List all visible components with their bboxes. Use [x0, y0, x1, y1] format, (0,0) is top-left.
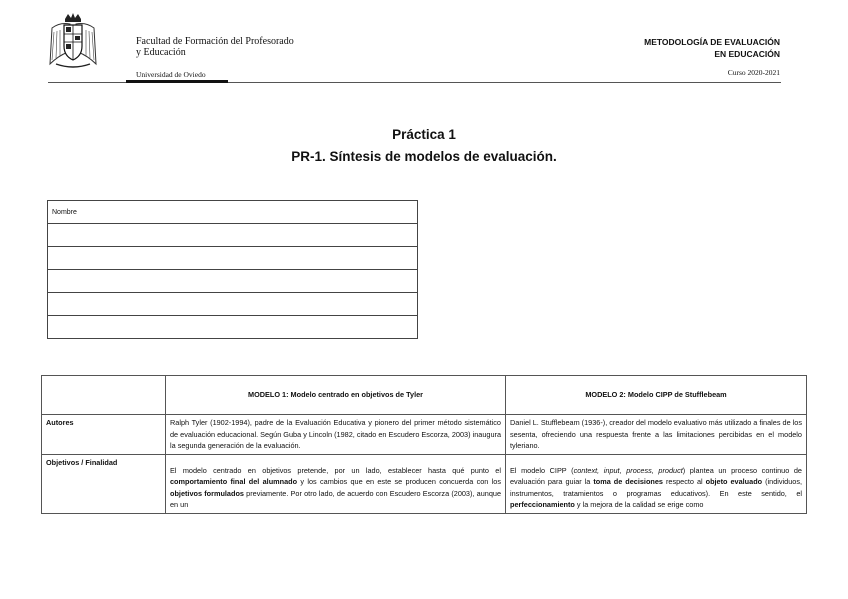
text-segment: y los cambios que en este se producen concuerda con los: [297, 477, 501, 486]
university-name: Universidad de Oviedo: [136, 70, 206, 79]
bold-segment: objetivos formulados: [170, 488, 244, 498]
table-row: [42, 454, 807, 513]
row-label-objetivos: Objetivos / Finalidad: [42, 454, 166, 513]
text-segment: respecto al: [662, 477, 706, 486]
practice-subtitle: PR-1. Síntesis de modelos de evaluación.: [291, 149, 557, 164]
row-label-autores: Autores: [42, 415, 166, 455]
faculty-name-line2: y Educación: [136, 47, 186, 58]
text-segment: y la mejora de la calidad se erige como: [574, 500, 704, 509]
bold-segment: comportamiento final del alumnado: [170, 477, 298, 486]
header-model-1: MODELO 1: Modelo centrado en objetivos de Tyler: [166, 376, 506, 415]
text-segment: previamente. Por otro lado, de acuerdo con Escudero Escorza (2003), aunque en un: [170, 488, 501, 509]
name-row-5[interactable]: [48, 316, 418, 339]
name-row-1[interactable]: [48, 224, 418, 247]
bold-segment: perfeccionamiento: [510, 500, 575, 509]
text-segment: El modelo centrado en objetivos pretende, por un lado, establecer hasta qué punto el: [170, 465, 501, 475]
university-underline: [126, 80, 228, 83]
practice-title: Práctica 1: [392, 127, 456, 142]
faculty-name-line1: Facultad de Formación del Profesorado: [136, 36, 294, 47]
text-segment: ) plantea un proceso continuo de evaluación para guiar la: [510, 465, 802, 486]
table-header-row: [42, 376, 807, 415]
models-comparison-table: [41, 375, 807, 514]
name-row-2[interactable]: [48, 247, 418, 270]
header-empty-cell: [42, 376, 166, 415]
bold-segment: toma de decisiones: [593, 477, 663, 486]
university-crest-logo: [48, 12, 98, 70]
header-model-2: MODELO 2: Modelo CIPP de Stufflebeam: [506, 376, 807, 415]
italic-segment: context, input, process, product: [573, 465, 683, 475]
name-row-4[interactable]: [48, 293, 418, 316]
name-row-3[interactable]: [48, 270, 418, 293]
text-segment: El modelo CIPP (: [510, 465, 574, 475]
cell-model2-objetivos: [506, 454, 807, 513]
name-label: Nombre: [48, 201, 418, 224]
name-table: [47, 200, 418, 339]
cell-model2-autores: Daniel L. Stufflebeam (1936-), creador del modelo evaluativo más utilizado a finales de los sesenta, ofreciendo una respuesta frente a las limitaciones percibidas en el modelo tyleriano.: [506, 415, 807, 455]
subject-title-line2: EN EDUCACIÓN: [714, 49, 780, 59]
text-segment: (individuos, instrumentos, tratamientos o programas educativos). En este sentido, el: [510, 477, 803, 498]
table-row: [42, 415, 807, 455]
cell-model1-objetivos: [166, 454, 506, 513]
bold-segment: objeto evaluado: [705, 477, 763, 486]
course-year: Curso 2020-2021: [727, 68, 780, 77]
subject-title-line1: METODOLOGÍA DE EVALUACIÓN: [644, 37, 780, 47]
cell-model1-autores: Ralph Tyler (1902-1994), padre de la Evaluación Educativa y pionero del primer método sistemático de evaluación educacional. Según Guba y Lincoln (1982, citado en Escudero Escorza, 2003) inaugura la segunda generación de la evaluación.: [166, 415, 506, 455]
